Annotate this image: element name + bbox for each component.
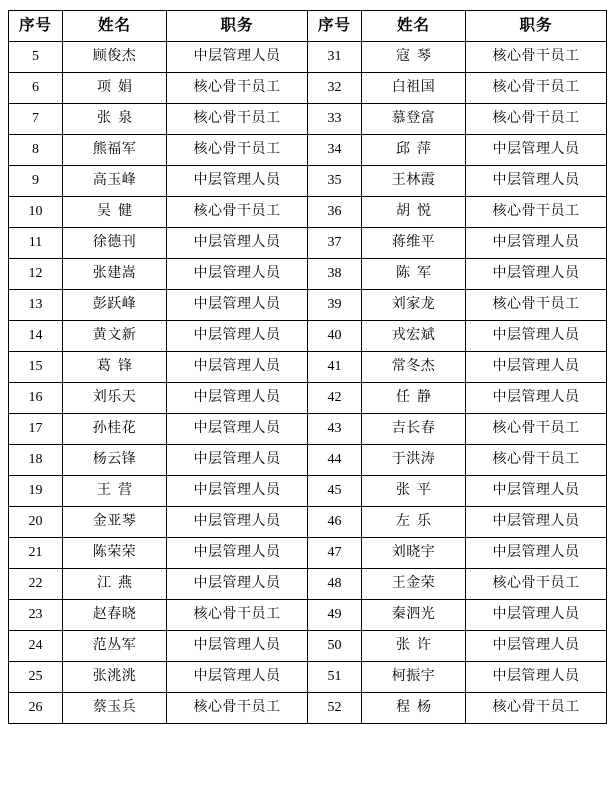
table-row: [9, 538, 607, 569]
cell-name-right: 程杨: [362, 693, 466, 724]
cell-index-right: 46: [308, 507, 362, 538]
cell-role-right: 中层管理人员: [466, 228, 607, 259]
cell-role-left: 核心骨干员工: [167, 104, 308, 135]
cell-index-right: 33: [308, 104, 362, 135]
cell-name-left: 刘乐天: [63, 383, 167, 414]
cell-role-left: 中层管理人员: [167, 290, 308, 321]
cell-index-right: 39: [308, 290, 362, 321]
cell-name-right: 白祖国: [362, 73, 466, 104]
table-row: [9, 104, 607, 135]
cell-role-right: 中层管理人员: [466, 383, 607, 414]
cell-name-right: 寇琴: [362, 42, 466, 73]
cell-role-left: 中层管理人员: [167, 569, 308, 600]
cell-index-left: 17: [9, 414, 63, 445]
cell-name-left: 张建嵩: [63, 259, 167, 290]
cell-role-right: 核心骨干员工: [466, 693, 607, 724]
cell-role-right: 中层管理人员: [466, 600, 607, 631]
cell-name-left: 徐德刊: [63, 228, 167, 259]
cell-role-right: 核心骨干员工: [466, 42, 607, 73]
cell-role-left: 中层管理人员: [167, 166, 308, 197]
cell-index-left: 14: [9, 321, 63, 352]
cell-role-right: 中层管理人员: [466, 507, 607, 538]
cell-index-right: 45: [308, 476, 362, 507]
cell-role-left: 中层管理人员: [167, 259, 308, 290]
cell-role-left: 核心骨干员工: [167, 73, 308, 104]
cell-name-right: 秦泗光: [362, 600, 466, 631]
cell-index-left: 8: [9, 135, 63, 166]
cell-name-right: 张平: [362, 476, 466, 507]
cell-index-left: 26: [9, 693, 63, 724]
cell-index-left: 24: [9, 631, 63, 662]
cell-role-left: 核心骨干员工: [167, 197, 308, 228]
cell-name-left: 杨云锋: [63, 445, 167, 476]
cell-index-left: 18: [9, 445, 63, 476]
cell-index-left: 5: [9, 42, 63, 73]
cell-index-right: 50: [308, 631, 362, 662]
cell-name-left: 金亚琴: [63, 507, 167, 538]
cell-index-left: 21: [9, 538, 63, 569]
cell-role-right: 核心骨干员工: [466, 569, 607, 600]
cell-role-left: 中层管理人员: [167, 42, 308, 73]
cell-name-right: 张许: [362, 631, 466, 662]
table-row: [9, 662, 607, 693]
column-header-name-left: 姓名: [63, 11, 167, 42]
cell-index-left: 20: [9, 507, 63, 538]
cell-name-left: 张洮洮: [63, 662, 167, 693]
table-row: [9, 197, 607, 228]
cell-index-right: 40: [308, 321, 362, 352]
cell-name-right: 吉长春: [362, 414, 466, 445]
column-header-name-right: 姓名: [362, 11, 466, 42]
cell-name-left: 王营: [63, 476, 167, 507]
cell-index-left: 12: [9, 259, 63, 290]
cell-role-right: 中层管理人员: [466, 259, 607, 290]
cell-index-right: 37: [308, 228, 362, 259]
cell-role-left: 中层管理人员: [167, 383, 308, 414]
cell-index-right: 43: [308, 414, 362, 445]
cell-role-left: 中层管理人员: [167, 538, 308, 569]
cell-role-left: 核心骨干员工: [167, 600, 308, 631]
cell-name-right: 常冬杰: [362, 352, 466, 383]
table-row: [9, 569, 607, 600]
cell-role-right: 核心骨干员工: [466, 445, 607, 476]
table-body: [9, 42, 607, 724]
cell-name-left: 孙桂花: [63, 414, 167, 445]
cell-name-right: 左乐: [362, 507, 466, 538]
cell-index-left: 6: [9, 73, 63, 104]
cell-name-left: 顾俊杰: [63, 42, 167, 73]
cell-role-left: 中层管理人员: [167, 445, 308, 476]
cell-role-left: 中层管理人员: [167, 476, 308, 507]
cell-role-left: 中层管理人员: [167, 662, 308, 693]
cell-index-right: 42: [308, 383, 362, 414]
cell-name-left: 陈荣荣: [63, 538, 167, 569]
cell-name-left: 熊福军: [63, 135, 167, 166]
cell-index-left: 7: [9, 104, 63, 135]
cell-index-right: 35: [308, 166, 362, 197]
cell-name-left: 吴健: [63, 197, 167, 228]
cell-role-right: 中层管理人员: [466, 538, 607, 569]
cell-index-right: 52: [308, 693, 362, 724]
cell-role-right: 核心骨干员工: [466, 197, 607, 228]
table-row: [9, 135, 607, 166]
cell-name-right: 王林霞: [362, 166, 466, 197]
cell-name-left: 赵春晓: [63, 600, 167, 631]
cell-index-left: 22: [9, 569, 63, 600]
cell-role-left: 中层管理人员: [167, 321, 308, 352]
cell-name-right: 刘晓宇: [362, 538, 466, 569]
cell-index-left: 9: [9, 166, 63, 197]
cell-name-right: 慕登富: [362, 104, 466, 135]
cell-index-left: 15: [9, 352, 63, 383]
cell-name-right: 王金荣: [362, 569, 466, 600]
table-row: [9, 290, 607, 321]
cell-name-left: 蔡玉兵: [63, 693, 167, 724]
cell-name-right: 胡悦: [362, 197, 466, 228]
cell-name-right: 陈军: [362, 259, 466, 290]
cell-role-right: 中层管理人员: [466, 476, 607, 507]
cell-name-right: 任静: [362, 383, 466, 414]
cell-index-left: 10: [9, 197, 63, 228]
cell-name-left: 范丛军: [63, 631, 167, 662]
cell-name-left: 黄文新: [63, 321, 167, 352]
cell-name-right: 蒋维平: [362, 228, 466, 259]
column-header-role-left: 职务: [167, 11, 308, 42]
table-row: [9, 507, 607, 538]
table-row: [9, 600, 607, 631]
cell-name-right: 柯振宇: [362, 662, 466, 693]
cell-index-right: 41: [308, 352, 362, 383]
table-row: [9, 321, 607, 352]
cell-name-left: 项娟: [63, 73, 167, 104]
cell-index-left: 23: [9, 600, 63, 631]
column-header-index-right: 序号: [308, 11, 362, 42]
cell-name-right: 于洪涛: [362, 445, 466, 476]
cell-role-left: 中层管理人员: [167, 352, 308, 383]
column-header-index-left: 序号: [9, 11, 63, 42]
table-row: [9, 693, 607, 724]
employee-roster-table: [8, 10, 607, 724]
cell-name-left: 江燕: [63, 569, 167, 600]
cell-index-right: 47: [308, 538, 362, 569]
table-row: [9, 166, 607, 197]
cell-name-right: 戎宏斌: [362, 321, 466, 352]
table-row: [9, 73, 607, 104]
cell-name-left: 高玉峰: [63, 166, 167, 197]
cell-role-left: 核心骨干员工: [167, 693, 308, 724]
cell-role-left: 中层管理人员: [167, 631, 308, 662]
table-header: [9, 11, 607, 42]
cell-index-right: 36: [308, 197, 362, 228]
table-row: [9, 631, 607, 662]
table-row: [9, 414, 607, 445]
table-header-row: [9, 11, 607, 42]
cell-index-right: 38: [308, 259, 362, 290]
cell-role-left: 中层管理人员: [167, 414, 308, 445]
cell-index-right: 51: [308, 662, 362, 693]
table-row: [9, 445, 607, 476]
column-header-role-right: 职务: [466, 11, 607, 42]
cell-role-right: 中层管理人员: [466, 135, 607, 166]
cell-role-right: 中层管理人员: [466, 352, 607, 383]
cell-index-left: 19: [9, 476, 63, 507]
cell-index-right: 34: [308, 135, 362, 166]
cell-name-right: 邱萍: [362, 135, 466, 166]
cell-index-right: 31: [308, 42, 362, 73]
cell-name-left: 张泉: [63, 104, 167, 135]
cell-role-right: 核心骨干员工: [466, 290, 607, 321]
cell-index-left: 11: [9, 228, 63, 259]
cell-index-left: 13: [9, 290, 63, 321]
table-row: [9, 228, 607, 259]
cell-role-left: 中层管理人员: [167, 228, 308, 259]
cell-role-right: 核心骨干员工: [466, 414, 607, 445]
table-row: [9, 42, 607, 73]
cell-name-left: 葛锋: [63, 352, 167, 383]
cell-role-right: 中层管理人员: [466, 166, 607, 197]
cell-role-right: 中层管理人员: [466, 662, 607, 693]
table-row: [9, 476, 607, 507]
cell-name-right: 刘家龙: [362, 290, 466, 321]
table-row: [9, 259, 607, 290]
cell-role-left: 核心骨干员工: [167, 135, 308, 166]
cell-role-right: 核心骨干员工: [466, 73, 607, 104]
cell-index-right: 49: [308, 600, 362, 631]
cell-index-left: 25: [9, 662, 63, 693]
cell-name-left: 彭跃峰: [63, 290, 167, 321]
cell-index-right: 32: [308, 73, 362, 104]
cell-index-left: 16: [9, 383, 63, 414]
cell-role-left: 中层管理人员: [167, 507, 308, 538]
cell-index-right: 48: [308, 569, 362, 600]
cell-index-right: 44: [308, 445, 362, 476]
table-row: [9, 383, 607, 414]
cell-role-right: 中层管理人员: [466, 321, 607, 352]
table-row: [9, 352, 607, 383]
cell-role-right: 核心骨干员工: [466, 104, 607, 135]
cell-role-right: 中层管理人员: [466, 631, 607, 662]
